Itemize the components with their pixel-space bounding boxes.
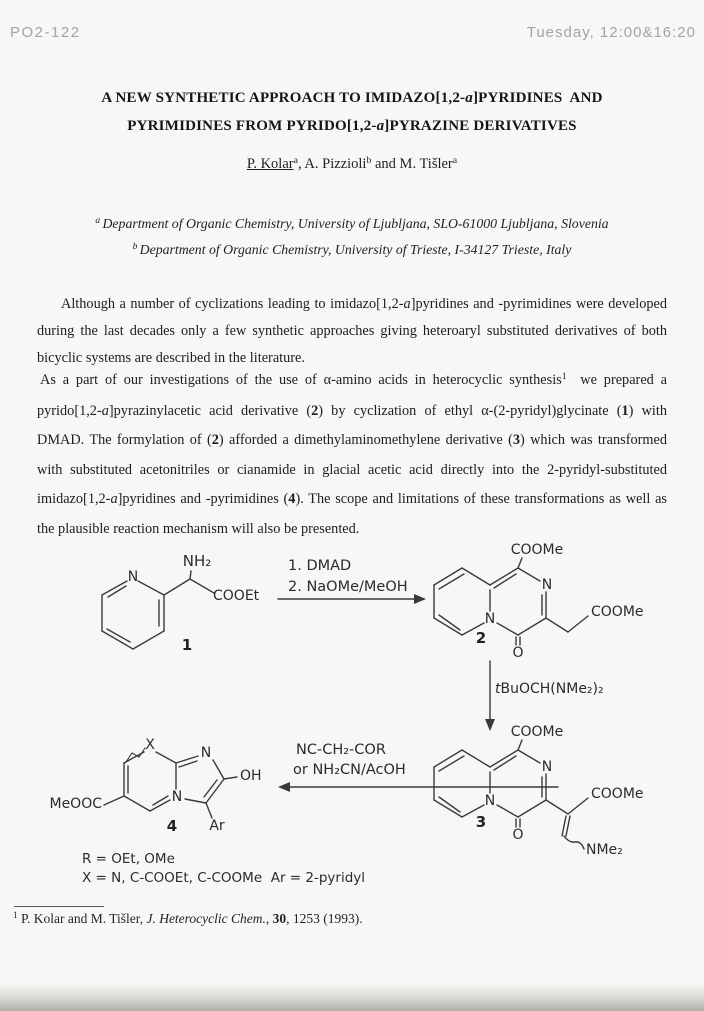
legend-x-line: X = N, C-COOEt, C-COOMe Ar = 2-pyridyl (82, 870, 366, 886)
s1-cooet-label: COOEt (213, 588, 260, 604)
s2-n-label: N (541, 577, 553, 593)
s3-n-label: N (541, 759, 553, 775)
title-line-2: PYRIMIDINES FROM PYRIDO[1,2-a]PYRAZINE DERIVATIVES (127, 118, 577, 134)
s4-x-label: X (145, 737, 155, 753)
arrow-2 (485, 661, 495, 731)
reaction-scheme (0, 533, 704, 905)
compound-1-number: 1 (181, 636, 193, 654)
scheme-legend (82, 850, 365, 888)
s4-oh-label: OH (240, 768, 262, 784)
structure-4-bonds (104, 748, 237, 818)
s2-coome-top-label: COOMe (510, 542, 564, 558)
footnote-rule (14, 906, 104, 907)
arrow1-step1-label: 1. DMAD (288, 558, 352, 574)
s2-o-label: O (512, 645, 524, 661)
compound-4-number: 4 (166, 817, 178, 835)
affiliation-2: $^b$ Department of Organic Chemistry, University of Trieste, I-34127 Trieste, Italy (132, 241, 572, 257)
poster-code-stamp: PO2-122 (10, 24, 81, 41)
footnote-reference: $^1$ P. Kolar and M. Tišler, J. Heterocyclic Chem., 30, 1253 (1993). (13, 909, 363, 926)
arrow-3 (278, 782, 558, 792)
s3-nme2-label: NMe₂ (586, 842, 623, 858)
abstract-paragraph-1: Although a number of cyclizations leading to imidazo[1,2-a]pyridines and -pyrimidines were developed during the last decades only a few synthetic approaches giving heteroaryl substituted derivatives of both bicyclic systems are described in the literature. (37, 296, 668, 366)
s4-ar-label: Ar (209, 818, 225, 834)
s3-coome-side-label: COOMe (591, 786, 644, 802)
s3-coome-top-label: COOMe (510, 724, 564, 740)
structure-3-bonds (434, 740, 588, 849)
s2-coome-side-label: COOMe (591, 604, 644, 620)
structure-1-bonds (102, 571, 214, 649)
compound-2-number: 2 (475, 629, 487, 647)
arrow1-step2-label: 2. NaOMe/MeOH (288, 579, 408, 595)
s3-bridge-n-label: N (484, 793, 496, 809)
authors-line: P. Kolar$^a$, A. Pizzioli$^b$ and M. Tišler$^a$ (246, 154, 458, 172)
session-time-stamp: Tuesday, 12:00&16:20 (526, 24, 696, 41)
affiliations (0, 212, 704, 264)
s1-n-label: N (127, 569, 139, 585)
legend-r-line: R = OEt, OMe (82, 851, 175, 867)
title-line-1: A NEW SYNTHETIC APPROACH TO IMIDAZO[1,2-a]PYRIDINES AND (101, 90, 603, 106)
s1-nh2-label: NH₂ (182, 552, 212, 570)
scan-edge-shadow (0, 983, 704, 1011)
s2-bridge-n-label: N (484, 611, 496, 627)
arrow3-line2-label: or NH₂CN/AcOH (293, 762, 406, 778)
s3-o-label: O (512, 827, 524, 843)
abstract-paragraph-2: As a part of our investigations of the use of α-amino acids in heterocyclic synthesis$^1$ we prepared a pyrido[1,2-a]pyrazinylacetic acid derivative (2) by cyclization of ethyl α-(2-pyridyl)glycinate (1) with DMAD. The formylation of (2) afforded a dimethylaminomethylene derivative (3) which was transformed with substituted acetonitriles or cianamide in glacial acetic acid directly into the 2-pyridyl-substituted imidazo[1,2-a]pyridines and -pyrimidines (4). The scope and limitations of these transformations as well as the plausible reaction mechanism will also be presented. (37, 370, 668, 537)
affiliation-1: $^a$ Department of Organic Chemistry, University of Ljubljana, SLO-61000 Ljubljana, Slovenia (95, 215, 609, 231)
s4-meooc-label: MeOOC (49, 796, 102, 812)
arrow-1 (278, 594, 426, 604)
paper-title (0, 84, 704, 140)
arrow2-reagent-label: tBuOCH(NMe₂)₂ (495, 681, 604, 697)
s4-bridge-n-label: N (171, 789, 183, 805)
structure-2-bonds (434, 558, 588, 645)
s4-n1-label: N (200, 745, 212, 761)
compound-3-number: 3 (475, 813, 487, 831)
arrow3-line1-label: NC-CH₂-COR (296, 742, 386, 758)
